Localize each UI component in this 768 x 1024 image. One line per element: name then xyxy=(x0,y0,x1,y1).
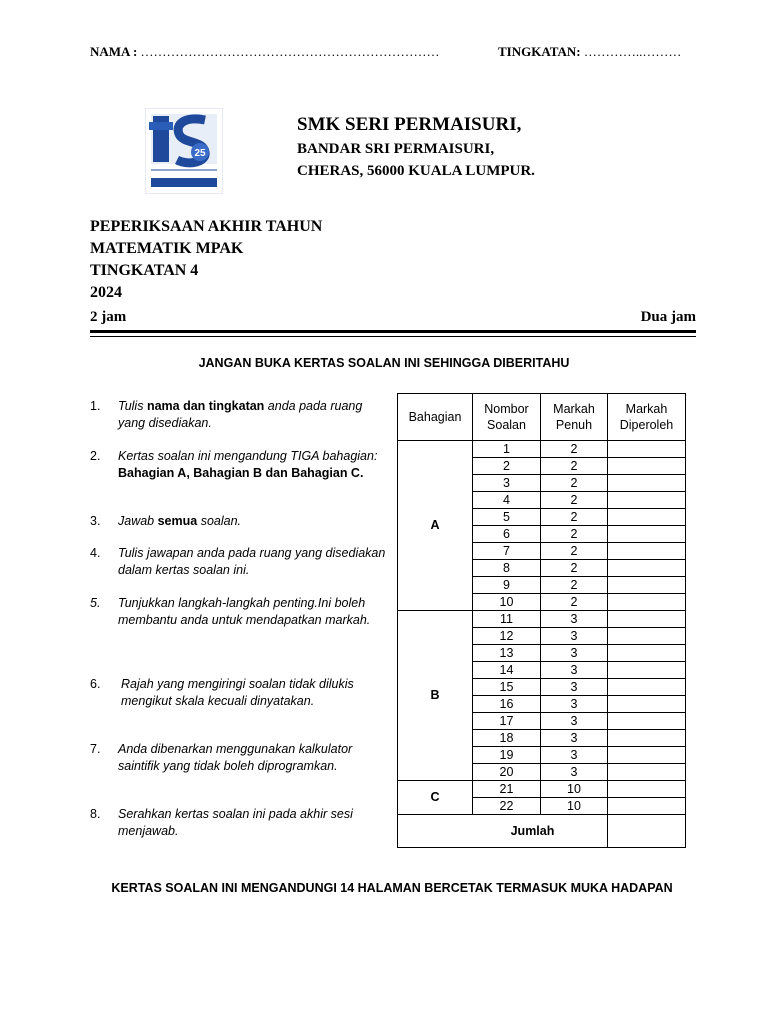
exam-subject: MATEMATIK MPAK xyxy=(90,240,244,257)
exam-year: 2024 xyxy=(90,284,122,301)
section-label: B xyxy=(398,611,473,781)
marks-obtained-cell[interactable] xyxy=(608,526,686,543)
marks-obtained-cell[interactable] xyxy=(608,611,686,628)
marks-obtained-cell[interactable] xyxy=(608,662,686,679)
form-label: TINGKATAN: …………..……… xyxy=(498,44,682,59)
full-marks: 10 xyxy=(541,798,608,815)
marks-obtained-cell[interactable] xyxy=(608,798,686,815)
marks-obtained-cell[interactable] xyxy=(608,645,686,662)
exam-title: PEPERIKSAAN AKHIR TAHUN xyxy=(90,218,323,235)
full-marks: 3 xyxy=(541,645,608,662)
table-body xyxy=(398,441,686,848)
question-number: 7 xyxy=(473,543,541,560)
question-number: 18 xyxy=(473,730,541,747)
duration-short: 2 jam xyxy=(90,309,127,325)
warning-text: JANGAN BUKA KERTAS SOALAN INI SEHINGGA DIBERITAHU xyxy=(198,356,570,370)
question-number: 4 xyxy=(473,492,541,509)
footer-note: KERTAS SOALAN INI MENGANDUNGI 14 HALAMAN BERCETAK TERMASUK MUKA HADAPAN xyxy=(111,881,673,895)
school-name: SMK SERI PERMAISURI, xyxy=(297,114,522,135)
marks-obtained-cell[interactable] xyxy=(608,492,686,509)
question-number: 2 xyxy=(473,458,541,475)
question-number: 21 xyxy=(473,781,541,798)
marks-obtained-cell[interactable] xyxy=(608,696,686,713)
name-blank[interactable]: …………………………………………………………… xyxy=(140,44,440,59)
full-marks: 3 xyxy=(541,696,608,713)
question-number: 5 xyxy=(473,509,541,526)
marks-obtained-cell[interactable] xyxy=(608,458,686,475)
full-marks: 2 xyxy=(541,458,608,475)
question-number: 9 xyxy=(473,577,541,594)
marks-obtained-cell[interactable] xyxy=(608,628,686,645)
question-number: 15 xyxy=(473,679,541,696)
full-marks: 3 xyxy=(541,730,608,747)
marks-table xyxy=(397,393,686,848)
marks-obtained-cell[interactable] xyxy=(608,713,686,730)
school-address-line-1: BANDAR SRI PERMAISURI, xyxy=(297,141,495,157)
full-marks: 2 xyxy=(541,526,608,543)
full-marks: 10 xyxy=(541,781,608,798)
full-marks: 3 xyxy=(541,611,608,628)
form-blank[interactable]: …………..……… xyxy=(583,44,682,59)
header-nombor-soalan: Nombor Soalan xyxy=(473,394,541,441)
question-number: 16 xyxy=(473,696,541,713)
full-marks: 3 xyxy=(541,764,608,781)
question-number: 6 xyxy=(473,526,541,543)
marks-obtained-cell[interactable] xyxy=(608,475,686,492)
full-marks: 3 xyxy=(541,713,608,730)
marks-obtained-cell[interactable] xyxy=(608,594,686,611)
question-number: 1 xyxy=(473,441,541,458)
header-markah-penuh: Markah Penuh xyxy=(541,394,608,441)
name-label: NAMA : …………………………………………………………… xyxy=(90,44,440,59)
table-header-row xyxy=(398,394,686,441)
full-marks: 2 xyxy=(541,441,608,458)
full-marks: 3 xyxy=(541,679,608,696)
school-logo xyxy=(145,108,223,194)
marks-obtained-cell[interactable] xyxy=(608,560,686,577)
duration-long: Dua jam xyxy=(640,309,696,325)
marks-obtained-cell[interactable] xyxy=(608,543,686,560)
marks-obtained-cell[interactable] xyxy=(608,441,686,458)
duration-row xyxy=(90,309,696,326)
full-marks: 2 xyxy=(541,594,608,611)
header-markah-diperoleh: Markah Diperoleh xyxy=(608,394,686,441)
full-marks: 2 xyxy=(541,509,608,526)
logo-number: 25 xyxy=(194,148,206,159)
question-number: 22 xyxy=(473,798,541,815)
full-marks: 2 xyxy=(541,577,608,594)
school-address xyxy=(297,112,535,182)
marks-obtained-cell[interactable] xyxy=(608,764,686,781)
divider-thick xyxy=(90,330,696,333)
table-row xyxy=(398,441,686,458)
full-marks: 2 xyxy=(541,492,608,509)
table-row xyxy=(398,781,686,798)
exam-title-block xyxy=(90,216,322,304)
marks-obtained-cell[interactable] xyxy=(608,781,686,798)
school-address-line-2: CHERAS, 56000 KUALA LUMPUR. xyxy=(297,163,535,179)
marks-obtained-cell[interactable] xyxy=(608,730,686,747)
question-number: 13 xyxy=(473,645,541,662)
full-marks: 2 xyxy=(541,560,608,577)
question-number: 3 xyxy=(473,475,541,492)
full-marks: 3 xyxy=(541,628,608,645)
question-number: 12 xyxy=(473,628,541,645)
question-number: 11 xyxy=(473,611,541,628)
question-number: 14 xyxy=(473,662,541,679)
section-label: C xyxy=(398,781,473,815)
question-number: 19 xyxy=(473,747,541,764)
full-marks: 3 xyxy=(541,747,608,764)
marks-obtained-cell[interactable] xyxy=(608,509,686,526)
full-marks: 3 xyxy=(541,662,608,679)
header-bahagian: Bahagian xyxy=(398,394,473,441)
marks-obtained-cell[interactable] xyxy=(608,679,686,696)
marks-obtained-cell[interactable] xyxy=(608,577,686,594)
question-number: 10 xyxy=(473,594,541,611)
question-number: 20 xyxy=(473,764,541,781)
total-label: Jumlah xyxy=(398,815,608,848)
exam-form: TINGKATAN 4 xyxy=(90,262,199,279)
question-number: 8 xyxy=(473,560,541,577)
full-marks: 2 xyxy=(541,543,608,560)
student-info-row xyxy=(90,44,710,64)
question-number: 17 xyxy=(473,713,541,730)
section-label: A xyxy=(398,441,473,611)
marks-obtained-cell[interactable] xyxy=(608,747,686,764)
total-marks-cell[interactable] xyxy=(608,815,686,848)
divider-thin xyxy=(90,336,696,337)
total-row xyxy=(398,815,686,848)
table-row xyxy=(398,611,686,628)
full-marks: 2 xyxy=(541,475,608,492)
